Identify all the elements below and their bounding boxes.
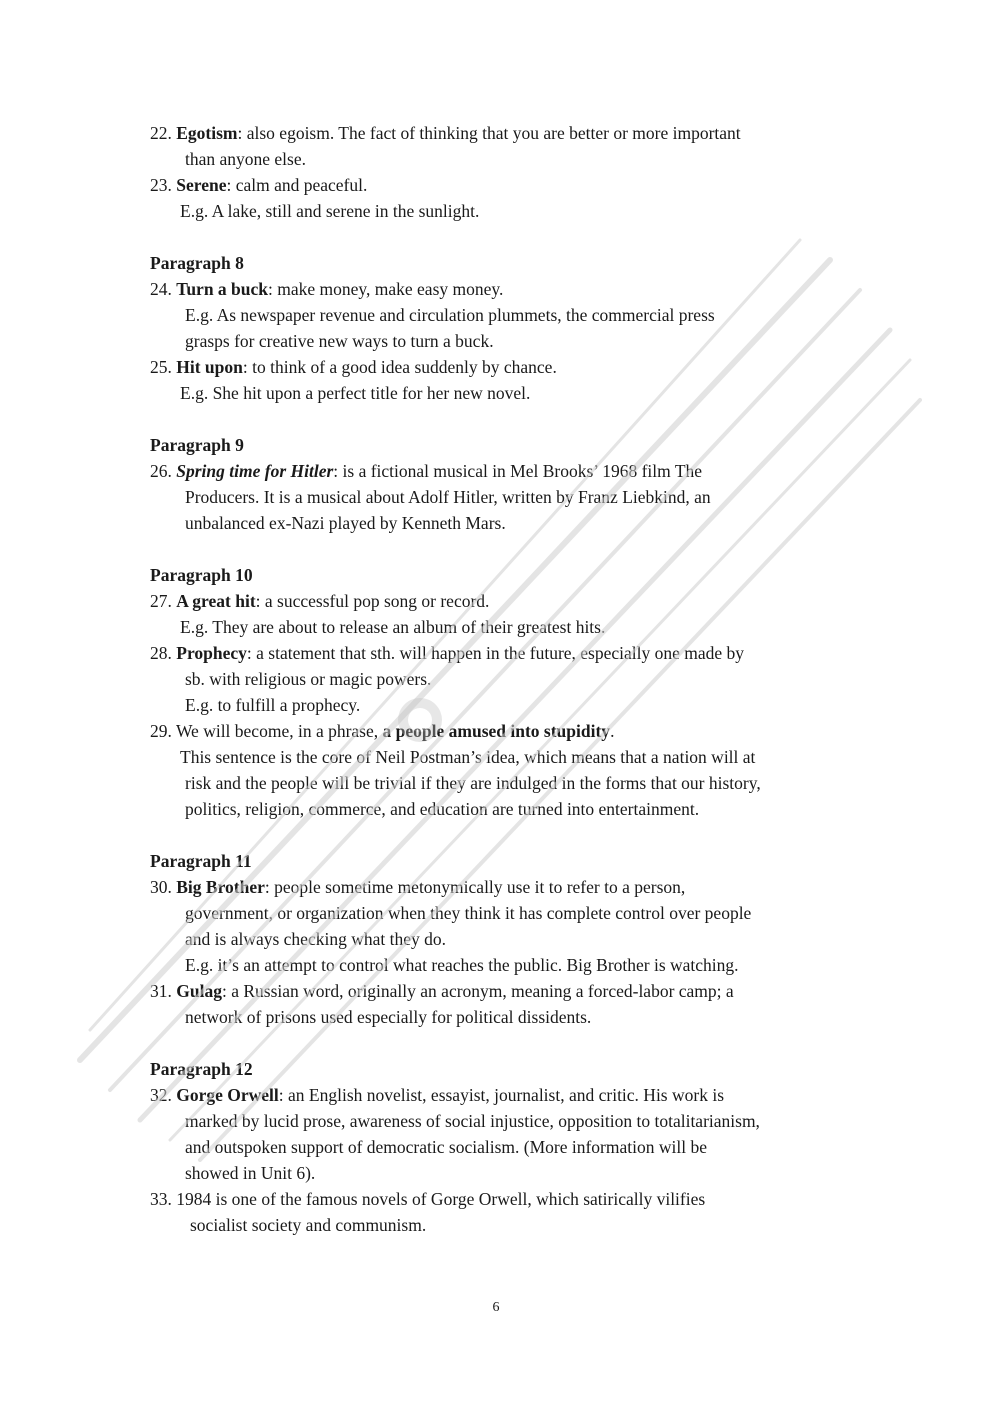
entry-continuation: government, or organization when they think it has complete control over people (185, 903, 752, 923)
entry-term: Gorge Orwell (176, 1085, 279, 1105)
entry-line (150, 276, 842, 302)
entry-term: Egotism (176, 123, 238, 143)
section-heading-paragraph-12: Paragraph 12 (150, 1059, 253, 1079)
entry-line (150, 354, 842, 380)
entry-term: a people amused into stupidity (382, 721, 611, 741)
entry-term: A great hit (176, 591, 256, 611)
entry-sentence-start: We will become, in a phrase, (175, 721, 383, 741)
entry-definition: : make money, make easy money. (268, 279, 504, 299)
entry-number: 27. (150, 591, 172, 611)
entry-text: 1984 is one of the famous novels of Gorge Orwell, which satirically vilifies (176, 1189, 706, 1209)
entry-definition: : a Russian word, originally an acronym, meaning a forced-labor camp; a (221, 981, 734, 1001)
entry-term: Prophecy (176, 643, 247, 663)
entry-line (150, 588, 842, 614)
entry-number: 23. (150, 175, 172, 195)
entry-definition: : a statement that sth. will happen in the future, especially one made by (246, 643, 745, 663)
glossary-entry-32 (150, 1082, 842, 1186)
entry-definition: : a successful pop song or record. (255, 591, 490, 611)
entry-line (150, 458, 842, 484)
entry-example: E.g. As newspaper revenue and circulation plummets, the commercial press (185, 305, 715, 325)
entry-number: 30. (150, 877, 172, 897)
entry-term: Spring time for Hitler (176, 461, 334, 481)
entry-continuation: than anyone else. (185, 149, 306, 169)
entry-definition: : also egoism. The fact of thinking that you are better or more important (237, 123, 741, 143)
entry-number: 32. (150, 1085, 172, 1105)
entry-line (150, 718, 842, 744)
page-number: 6 (492, 1300, 500, 1315)
section-heading-paragraph-8: Paragraph 8 (150, 253, 244, 273)
entry-number: 26. (150, 461, 172, 481)
entry-example: E.g. to fulfill a prophecy. (185, 695, 361, 715)
entry-example-continuation: grasps for creative new ways to turn a buck. (185, 331, 494, 351)
glossary-entry-30 (150, 874, 842, 978)
entry-number: 28. (150, 643, 172, 663)
entry-line (150, 978, 842, 1004)
glossary-content (150, 120, 842, 1238)
entry-line (150, 1082, 842, 1108)
glossary-entry-23 (150, 172, 842, 224)
glossary-entry-22 (150, 120, 842, 172)
entry-sentence-end: . (610, 721, 615, 741)
entry-line (150, 1186, 842, 1212)
entry-definition: : an English novelist, essayist, journalist, and critic. His work is (278, 1085, 725, 1105)
entry-continuation: unbalanced ex-Nazi played by Kenneth Mars. (185, 513, 506, 533)
section-heading-paragraph-10: Paragraph 10 (150, 565, 253, 585)
entry-definition: : people sometime metonymically use it to refer to a person, (264, 877, 686, 897)
entry-continuation: marked by lucid prose, awareness of social injustice, opposition to totalitarianism, (185, 1111, 760, 1131)
entry-line (150, 120, 842, 146)
glossary-entry-28 (150, 640, 842, 718)
glossary-entry-25 (150, 354, 842, 406)
entry-continuation: showed in Unit 6). (185, 1163, 316, 1183)
entry-number: 22. (150, 123, 172, 143)
glossary-entry-24 (150, 276, 842, 354)
entry-example: E.g. A lake, still and serene in the sunlight. (180, 201, 480, 221)
glossary-entry-26 (150, 458, 842, 536)
glossary-entry-31 (150, 978, 842, 1030)
entry-number: 24. (150, 279, 172, 299)
entry-example: E.g. it’s an attempt to control what reaches the public. Big Brother is watching. (185, 955, 739, 975)
entry-term: Big Brother (176, 877, 265, 897)
entry-continuation: network of prisons used especially for political dissidents. (185, 1007, 592, 1027)
entry-line (150, 874, 842, 900)
entry-number: 29. (150, 721, 172, 741)
entry-example: E.g. She hit upon a perfect title for her new novel. (180, 383, 531, 403)
entry-continuation: and is always checking what they do. (185, 929, 446, 949)
entry-explanation-continuation: risk and the people will be trivial if they are indulged in the forms that our history, (185, 773, 761, 793)
entry-line (150, 640, 842, 666)
entry-term: Hit upon (176, 357, 243, 377)
entry-term: Serene (176, 175, 227, 195)
section-heading-paragraph-9: Paragraph 9 (150, 435, 244, 455)
entry-continuation: and outspoken support of democratic socialism. (More information will be (185, 1137, 707, 1157)
entry-continuation: socialist society and communism. (190, 1215, 427, 1235)
entry-number: 33. (150, 1189, 172, 1209)
entry-line (150, 172, 842, 198)
section-heading-paragraph-11: Paragraph 11 (150, 851, 252, 871)
glossary-entry-33 (150, 1186, 842, 1238)
entry-term: Gulag (176, 981, 222, 1001)
glossary-entry-29 (150, 718, 842, 822)
entry-explanation-continuation: politics, religion, commerce, and education are turned into entertainment. (185, 799, 700, 819)
entry-continuation: sb. with religious or magic powers. (185, 669, 432, 689)
entry-definition: : calm and peaceful. (226, 175, 368, 195)
entry-definition: : is a fictional musical in Mel Brooks’ 1968 film The (333, 461, 703, 481)
entry-explanation: This sentence is the core of Neil Postman’s idea, which means that a nation will at (180, 747, 756, 767)
entry-number: 25. (150, 357, 172, 377)
glossary-entry-27 (150, 588, 842, 640)
entry-term: Turn a buck (176, 279, 269, 299)
entry-definition: : to think of a good idea suddenly by chance. (242, 357, 557, 377)
entry-number: 31. (150, 981, 172, 1001)
entry-example: E.g. They are about to release an album of their greatest hits. (180, 617, 606, 637)
entry-continuation: Producers. It is a musical about Adolf Hitler, written by Franz Liebkind, an (185, 487, 711, 507)
